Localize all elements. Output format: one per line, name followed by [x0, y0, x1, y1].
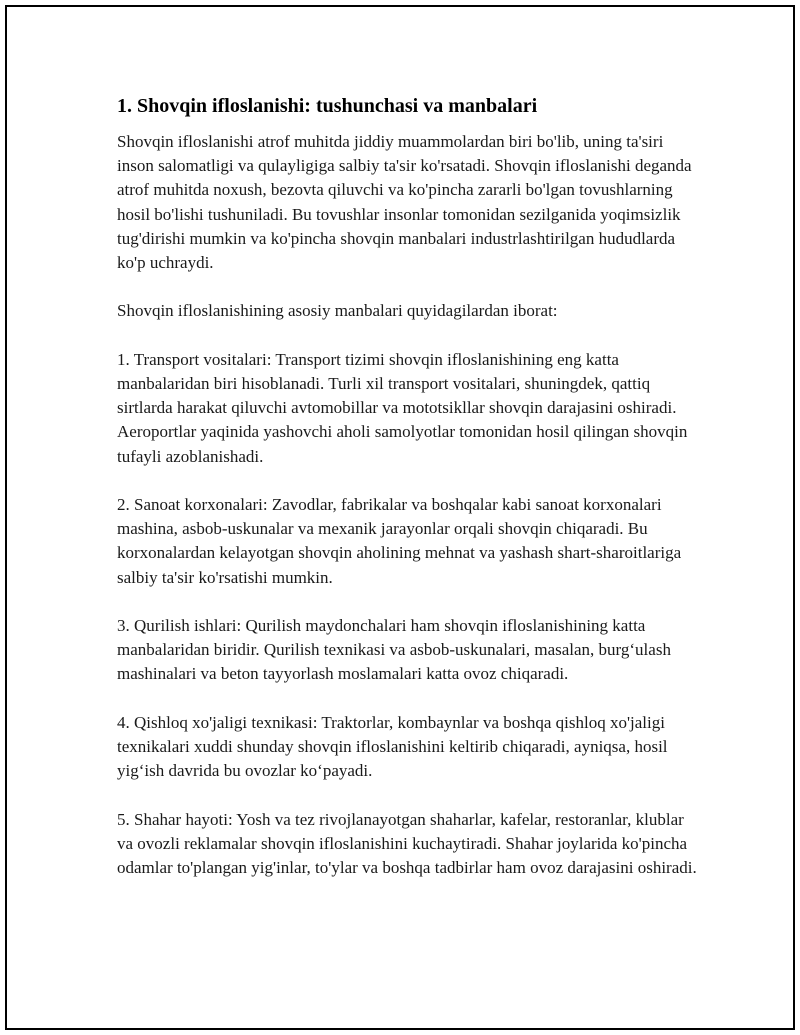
source-city-life-paragraph: 5. Shahar hayoti: Yosh va tez rivojlanayotgan shaharlar, kafelar, restoranlar, klublar va ovozli reklamalar shovqin ifloslanishini kuchaytiradi. Shahar joylarida ko'pincha odamlar to'plangan yig'inlar, to'ylar va boshqa tadbirlar ham ovoz darajasini oshiradi. — [117, 809, 697, 877]
source-transport-paragraph: 1. Transport vositalari: Transport tizimi shovqin ifloslanishining eng katta manbalaridan biri hisoblanadi. Turli xil transport vositalari, shuningdek, qattiq sirtlarda harakat qiluvchi avtomobillar va mototsikllar shovqin darajasini oshiradi. Aeroportlar yaqinida yashovchi aholi samolyotlar tomonidan hosil qilingan shovqin tufayli azoblanishadi. — [117, 349, 688, 466]
intro-paragraph: Shovqin ifloslanishi atrof muhitda jiddiy muammolardan biri bo'lib, uning ta'siri inson salomatligi va qulayligiga salbiy ta'sir ko'rsatadi. Shovqin ifloslanishi deganda atrof muhitda noxush, bezovta qiluvchi va ko'pincha zararli bo'lgan tovushlarning hosil bo'lishi tushuniladi. Bu tovushlar insonlar tomonidan sezilganida yoqimsizlik tug'dirishi mumkin va ko'pincha shovqin manbalari industrlashtirilgan hududlarda ko'p uchraydi. — [117, 132, 692, 273]
sources-intro-paragraph: Shovqin ifloslanishining asosiy manbalari quyidagilardan iborat: — [117, 301, 558, 321]
document-body — [117, 94, 697, 904]
source-agriculture-paragraph: 4. Qishloq xo'jaligi texnikasi: Traktorlar, kombaynlar va boshqa qishloq xo'jaligi texnikalari xuddi shunday shovqin ifloslanishini keltirib chiqaradi, ayniqsa, hosil yig‘ish davrida bu ovozlar ko‘payadi. — [117, 712, 668, 781]
source-industry-paragraph: 2. Sanoat korxonalari: Zavodlar, fabrikalar va boshqalar kabi sanoat korxonalari mashina, asbob-uskunalar va mexanik jarayonlar orqali shovqin chiqaradi. Bu korxonalardan kelayotgan shovqin aholining mehnat va yashash shart-sharoitlariga salbiy ta'sir ko'rsatishi mumkin. — [117, 495, 682, 587]
section-heading: 1. Shovqin ifloslanishi: tushunchasi va manbalari — [117, 95, 538, 117]
source-construction-paragraph: 3. Qurilish ishlari: Qurilish maydonchalari ham shovqin ifloslanishining katta manbalaridan biridir. Qurilish texnikasi va asbob-uskunalari, masalan, burg‘ulash mashinalari va beton tayyorlash moslamalari katta ovoz chiqaradi. — [117, 616, 671, 684]
